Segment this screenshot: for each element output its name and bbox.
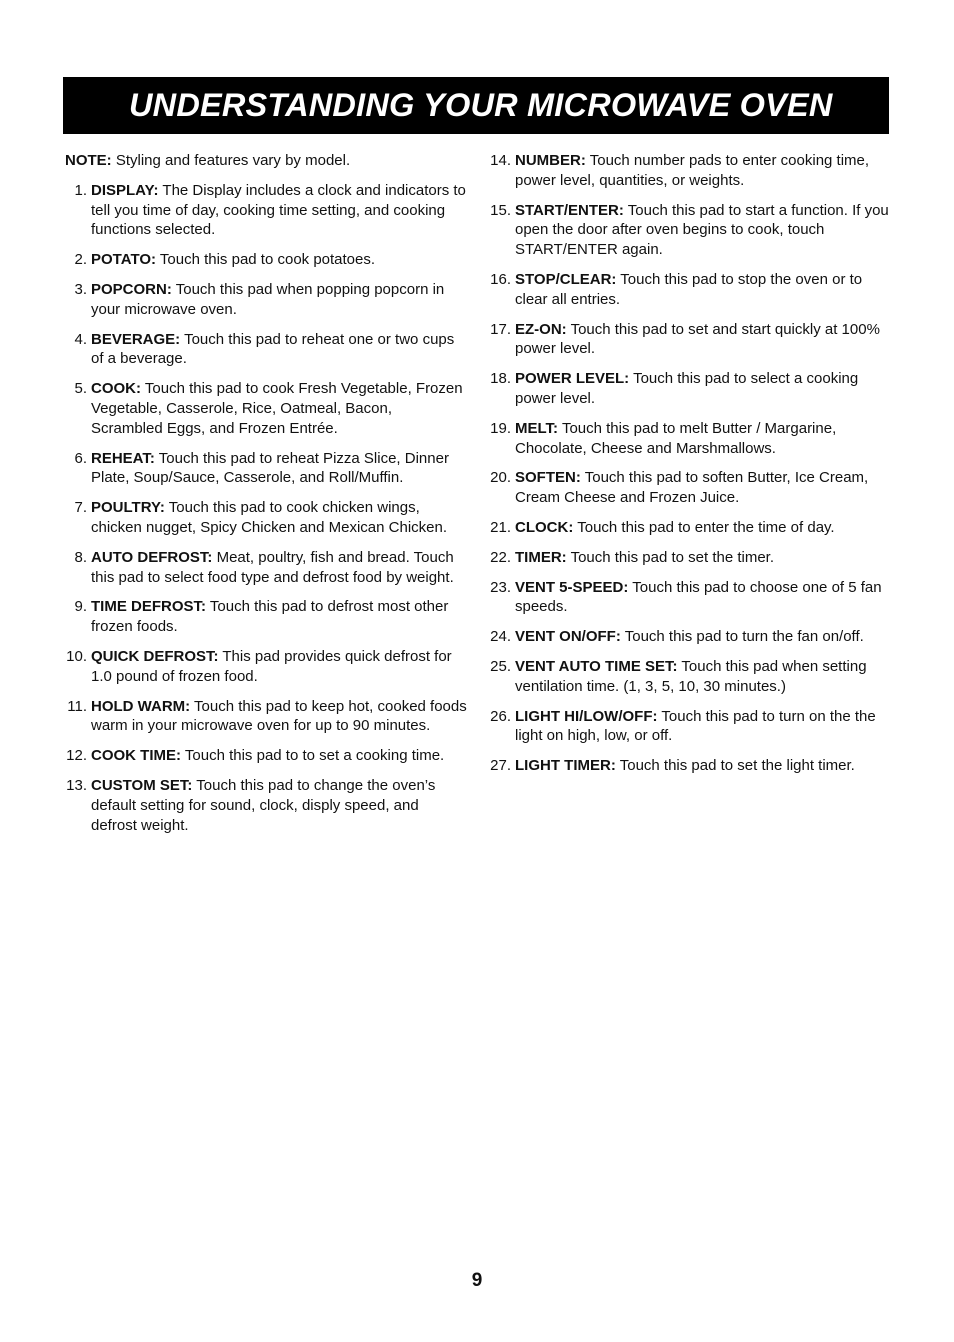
item-label: TIMER: xyxy=(515,548,567,566)
item-number: 25. xyxy=(490,657,511,675)
list-item xyxy=(489,419,889,459)
item-number: 26. xyxy=(490,707,511,725)
item-text: Touch this pad to turn on the the light on high, low, or off. xyxy=(515,707,876,745)
list-item xyxy=(489,468,889,508)
item-number: 2. xyxy=(74,251,87,269)
item-number: 9. xyxy=(74,598,87,616)
list-item xyxy=(65,250,467,270)
item-text: Touch this pad to defrost most other frozen foods. xyxy=(91,598,449,636)
item-label: VENT 5-SPEED: xyxy=(515,578,629,596)
item-text: Touch this pad to start a function. If you open the door after oven begins to cook, touch START/ENTER again. xyxy=(515,201,889,259)
item-label: REHEAT: xyxy=(91,449,155,467)
item-number: 11. xyxy=(67,697,87,715)
item-number: 16. xyxy=(490,270,511,288)
item-text: Touch this pad to cook Fresh Vegetable, Frozen Vegetable, Casserole, Rice, Oatmeal, Bacon, Scrambled Eggs, and Frozen Entrée. xyxy=(91,380,463,437)
item-number: 4. xyxy=(74,330,87,348)
page-title: UNDERSTANDING YOUR MICROWAVE OVEN xyxy=(129,87,833,123)
item-number: 7. xyxy=(74,499,87,517)
item-text: Meat, poultry, fish and bread. Touch this pad to select food type and defrost food by weight. xyxy=(91,548,454,586)
item-number: 5. xyxy=(74,380,87,398)
right-column xyxy=(489,151,889,786)
item-text: Touch this pad to cook chicken wings, chicken nugget, Spicy Chicken and Mexican Chicken. xyxy=(91,499,448,536)
item-number: 14. xyxy=(490,152,511,169)
list-item xyxy=(489,518,889,538)
item-text: Touch this pad to cook potatoes. xyxy=(156,251,376,269)
list-item xyxy=(489,548,889,568)
item-number: 8. xyxy=(74,548,87,566)
item-label: EZ-ON: xyxy=(515,320,567,338)
item-text: Touch this pad to melt Butter / Margarine, Chocolate, Cheese and Marshmallows. xyxy=(515,419,837,457)
page-number: 9 xyxy=(471,1270,483,1291)
list-item xyxy=(65,776,467,835)
item-text: Touch this pad to choose one of 5 fan speeds. xyxy=(515,578,882,616)
list-item xyxy=(65,597,467,637)
list-item xyxy=(65,280,467,320)
item-text: Touch number pads to enter cooking time, power level, quantities, or weights. xyxy=(515,152,870,189)
list-item xyxy=(489,578,889,618)
note-text: Styling and features vary by model. xyxy=(111,152,351,169)
item-text: Touch this pad to to set a cooking time. xyxy=(181,747,445,765)
item-text: Touch this pad to turn the fan on/off. xyxy=(620,628,864,646)
list-item xyxy=(65,449,467,489)
list-item xyxy=(489,369,889,409)
item-label: DISPLAY: xyxy=(91,181,159,199)
item-label: QUICK DEFROST: xyxy=(91,647,219,665)
item-label: SOFTEN: xyxy=(515,469,581,487)
item-text: Touch this pad to enter the time of day. xyxy=(573,518,835,536)
list-item xyxy=(489,627,889,647)
list-item xyxy=(65,498,467,538)
title-banner xyxy=(63,77,889,134)
item-number: 1. xyxy=(74,181,87,199)
item-label: NUMBER: xyxy=(515,152,586,169)
item-label: LIGHT HI/LOW/OFF: xyxy=(515,707,658,725)
note xyxy=(65,151,467,171)
item-label: COOK TIME: xyxy=(91,747,181,765)
feature-list-left xyxy=(65,181,467,836)
item-number: 3. xyxy=(74,280,87,298)
item-label: CLOCK: xyxy=(515,518,574,536)
item-label: LIGHT TIMER: xyxy=(515,757,616,775)
item-label: VENT ON/OFF: xyxy=(515,628,621,646)
item-label: COOK: xyxy=(91,380,141,398)
item-number: 27. xyxy=(490,757,511,775)
left-column xyxy=(65,151,467,845)
item-number: 12. xyxy=(66,747,87,765)
item-label: CUSTOM SET: xyxy=(91,776,193,794)
list-item xyxy=(65,548,467,588)
list-item xyxy=(65,746,467,766)
item-number: 19. xyxy=(490,419,511,437)
list-item xyxy=(489,151,889,191)
list-item xyxy=(489,707,889,747)
list-item xyxy=(489,201,889,260)
item-text: Touch this pad when popping popcorn in your microwave oven. xyxy=(91,280,445,318)
item-number: 17. xyxy=(490,320,511,338)
item-number: 21. xyxy=(490,518,511,536)
item-text: Touch this pad to set the light timer. xyxy=(615,757,855,775)
item-label: POWER LEVEL: xyxy=(515,370,630,388)
list-item xyxy=(489,270,889,310)
list-item xyxy=(65,181,467,240)
item-number: 6. xyxy=(74,449,87,467)
item-text: Touch this pad to soften Butter, Ice Cream, Cream Cheese and Frozen Juice. xyxy=(515,469,869,507)
list-item xyxy=(65,379,467,438)
item-text: Touch this pad to reheat one or two cups of a beverage. xyxy=(91,330,455,368)
item-label: STOP/CLEAR: xyxy=(515,270,617,288)
item-text: Touch this pad to keep hot, cooked foods warm in your microwave oven for up to 90 minutes. xyxy=(91,697,467,735)
list-item xyxy=(489,657,889,697)
item-label: MELT: xyxy=(515,419,559,437)
item-label: AUTO DEFROST: xyxy=(91,548,213,566)
item-label: BEVERAGE: xyxy=(91,330,181,348)
item-label: POULTRY: xyxy=(91,499,165,517)
list-item xyxy=(65,697,467,737)
item-label: START/ENTER: xyxy=(515,201,624,219)
item-text: Touch this pad to select a cooking power level. xyxy=(515,370,859,407)
item-text: Touch this pad to stop the oven or to clear all entries. xyxy=(515,270,863,308)
item-text: Touch this pad when setting ventilation time. (1, 3, 5, 10, 30 minutes.) xyxy=(515,657,867,695)
item-number: 20. xyxy=(490,469,511,487)
item-number: 10. xyxy=(66,647,87,665)
item-label: TIME DEFROST: xyxy=(91,598,206,616)
item-text: Touch this pad to change the oven’s default setting for sound, clock, disply speed, and defrost weight. xyxy=(91,776,436,834)
item-text: This pad provides quick defrost for 1.0 pound of frozen food. xyxy=(91,647,452,685)
item-number: 24. xyxy=(490,628,511,646)
item-number: 22. xyxy=(490,548,511,566)
item-number: 18. xyxy=(490,370,511,388)
list-item xyxy=(65,330,467,370)
item-label: HOLD WARM: xyxy=(91,697,191,715)
item-text: Touch this pad to set and start quickly at 100% power level. xyxy=(515,320,880,358)
item-label: VENT AUTO TIME SET: xyxy=(515,657,678,675)
item-number: 23. xyxy=(490,578,511,596)
item-text: Touch this pad to reheat Pizza Slice, Dinner Plate, Soup/Sauce, Casserole, and Roll/Muffin. xyxy=(91,449,449,487)
item-number: 13. xyxy=(66,776,87,794)
list-item xyxy=(489,320,889,360)
list-item xyxy=(489,756,889,776)
item-number: 15. xyxy=(490,201,511,219)
item-label: POTATO: xyxy=(91,251,156,269)
list-item xyxy=(65,647,467,687)
note-label: NOTE: xyxy=(65,152,112,169)
feature-list-right xyxy=(489,151,889,776)
item-text: The Display includes a clock and indicators to tell you time of day, cooking time setting, and cooking functions selected. xyxy=(91,181,466,239)
item-text: Touch this pad to set the timer. xyxy=(566,548,775,566)
item-label: POPCORN: xyxy=(91,280,172,298)
